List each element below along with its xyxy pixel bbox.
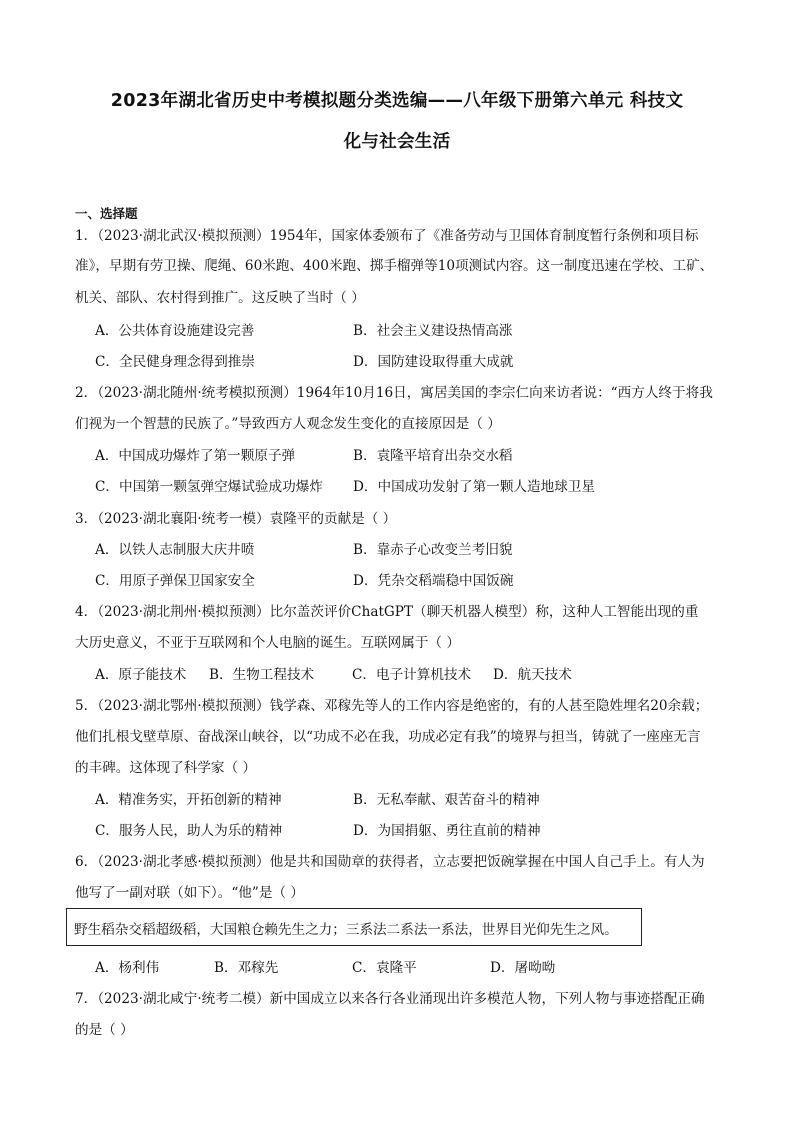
question-3-option-d: D．凭杂交稻端稳中国饭碗	[353, 573, 514, 589]
question-1-option-b: B．社会主义建设热情高涨	[353, 323, 513, 339]
question-5-option-a: A．精准务实，开拓创新的精神	[95, 792, 282, 808]
question-5-line-1: 5．（2023·湖北鄂州·模拟预测）钱学森、邓稼先等人的工作内容是绝密的，有的人甚至隐姓埋名20余载；	[75, 698, 709, 714]
question-2-line-1: 2．（2023·湖北随州·统考模拟预测）1964年10月16日，寓居美国的李宗仁向来访者说：“西方人终于将我	[75, 385, 713, 401]
question-5-option-c: C．服务人民，助人为乐的精神	[95, 823, 283, 839]
question-2-option-b: B．袁隆平培育出杂交水稻	[353, 448, 513, 464]
question-4-line-2: 大历史意义，不亚于互联网和个人电脑的诞生。互联网属于（ ）	[75, 635, 460, 651]
question-6-line-2: 他写了一副对联（如下）。“他”是（ ）	[75, 885, 304, 901]
question-4-option-b: B．生物工程技术	[209, 667, 315, 683]
section-heading: 一、选择题	[75, 206, 138, 221]
question-4-option-c: C．电子计算机技术	[352, 667, 472, 683]
question-3-option-a: A．以铁人志制服大庆井喷	[95, 542, 255, 558]
question-6-option-a: A．杨利伟	[95, 960, 160, 976]
question-1-line-2: 准》，早期有劳卫操、爬绳、60米跑、400米跑、掷手榴弹等10项测试内容。这一制度迅速在学校、工矿、	[75, 258, 714, 274]
question-3-option-b: B．靠赤子心改变兰考旧貌	[353, 542, 513, 558]
document-title-line2: 化与社会生活	[343, 132, 451, 152]
question-4-option-d: D．航天技术	[493, 667, 572, 683]
question-5-option-d: D．为国捐躯、勇往直前的精神	[353, 823, 541, 839]
question-3-line-1: 3．（2023·湖北襄阳·统考一模）袁隆平的贡献是（ ）	[75, 511, 397, 527]
question-1-line-1: 1．（2023·湖北武汉·模拟预测）1954年，国家体委颁布了《准备劳动与卫国体育制度暂行条例和项目标	[75, 228, 699, 244]
question-3-option-c: C．用原子弹保卫国家安全	[95, 573, 255, 589]
question-6-option-b: B．邓稼先	[214, 960, 279, 976]
question-1-option-a: A．公共体育设施建设完善	[95, 323, 255, 339]
question-5-line-2: 他们扎根戈壁草原、奋战深山峡谷，以“功成不必在我，功成必定有我”的境界与担当，铸就了一座座无言	[75, 729, 701, 745]
question-2-option-c: C．中国第一颗氢弹空爆试验成功爆炸	[95, 479, 323, 495]
question-2-option-d: D．中国成功发射了第一颗人造地球卫星	[353, 479, 595, 495]
question-4-line-1: 4．（2023·湖北荆州·模拟预测）比尔盖茨评价ChatGPT（聊天机器人模型）称，这种人工智能出现的重	[75, 604, 699, 620]
question-5-option-b: B．无私奉献、艰苦奋斗的精神	[353, 792, 540, 808]
question-1-line-3: 机关、部队、农村得到推广。这反映了当时（ ）	[75, 290, 365, 306]
question-2-line-2: 们视为一个智慧的民族了。”导致西方人观念发生变化的直接原因是（ ）	[75, 416, 501, 432]
document-title-line1: 2023年湖北省历史中考模拟题分类选编——八年级下册第六单元 科技文	[110, 91, 684, 111]
question-1-option-c: C．全民健身理念得到推崇	[95, 354, 255, 370]
couplet-text: 野生稻杂交稻超级稻，大国粮仓赖先生之力；三系法二系法一系法，世界目光仰先生之风。	[74, 922, 618, 938]
question-6-line-1: 6．（2023·湖北孝感·模拟预测）他是共和国勋章的获得者，立志要把饭碗掌握在中国人自己手上。有人为	[75, 854, 705, 870]
question-1-option-d: D．国防建设取得重大成就	[353, 354, 514, 370]
question-4-option-a: A．原子能技术	[95, 667, 187, 683]
question-6-option-c: C．袁隆平	[352, 960, 417, 976]
question-5-line-3: 的丰碑。这体现了科学家（ ）	[75, 760, 257, 776]
question-6-option-d: D．屠呦呦	[490, 960, 556, 976]
question-7-line-1: 7．（2023·湖北咸宁·统考二模）新中国成立以来各行各业涌现出许多模范人物，下列人物与事迹搭配正确	[75, 991, 705, 1007]
question-2-option-a: A．中国成功爆炸了第一颗原子弹	[95, 448, 296, 464]
question-7-line-2: 的是（ ）	[75, 1022, 134, 1038]
